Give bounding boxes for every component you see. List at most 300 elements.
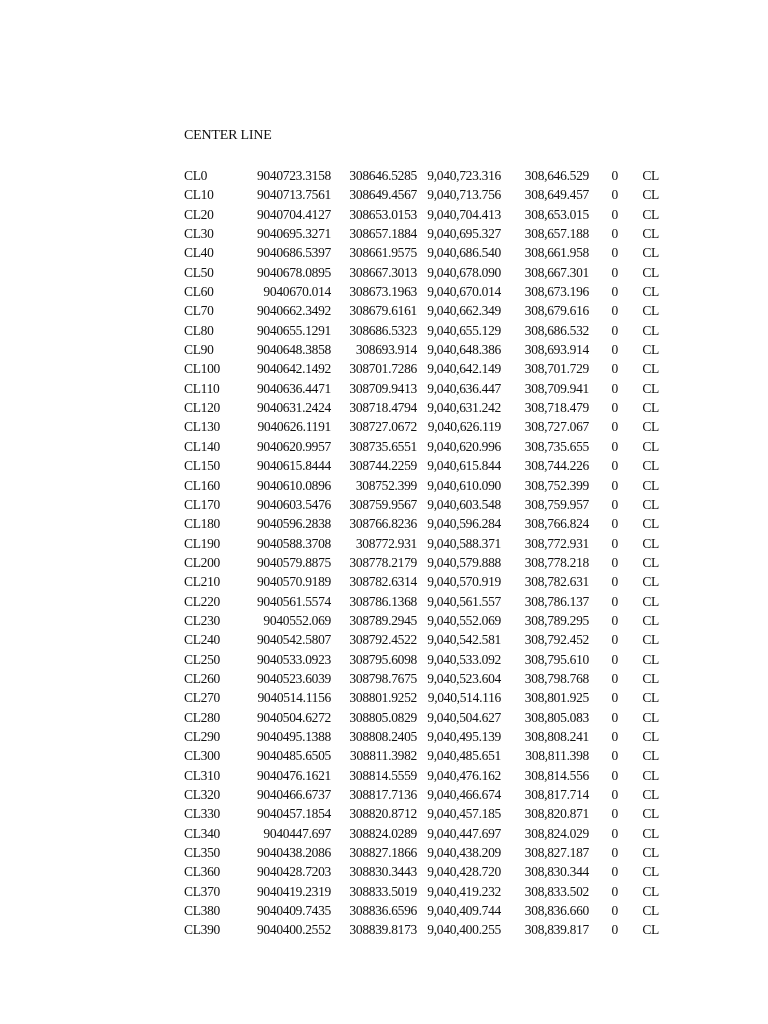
northing-formatted-cell: 9,040,678.090 — [427, 264, 501, 280]
point-id-cell: CL200 — [184, 554, 221, 570]
elevation-cell: 0 — [611, 438, 618, 454]
elevation-cell: 0 — [611, 361, 618, 377]
easting-formatted-cell: 308,811.398 — [525, 748, 589, 764]
elevation-cell: 0 — [611, 748, 618, 764]
table-row — [184, 437, 659, 456]
easting-raw-cell: 308820.8712 — [349, 806, 417, 822]
code-cell: CL — [642, 419, 659, 435]
northing-raw-cell: 9040457.1854 — [256, 806, 331, 822]
northing-formatted-cell: 9,040,447.697 — [427, 825, 501, 841]
point-id-cell: CL20 — [184, 206, 214, 222]
table-row — [184, 882, 659, 901]
northing-raw-cell: 9040648.3858 — [256, 342, 331, 358]
table-row — [184, 282, 659, 301]
easting-raw-cell: 308701.7286 — [349, 361, 417, 377]
elevation-cell: 0 — [611, 593, 618, 609]
northing-raw-cell: 9040670.014 — [263, 284, 331, 300]
point-id-cell: CL300 — [184, 748, 221, 764]
table-row — [184, 611, 659, 630]
northing-formatted-cell: 9,040,495.139 — [427, 728, 501, 744]
code-cell: CL — [642, 554, 659, 570]
northing-formatted-cell: 9,040,542.581 — [427, 632, 501, 648]
northing-formatted-cell: 9,040,704.413 — [427, 206, 501, 222]
code-cell: CL — [642, 458, 659, 474]
easting-raw-cell: 308693.914 — [355, 342, 417, 358]
easting-formatted-cell: 308,718.479 — [524, 400, 589, 416]
northing-raw-cell: 9040636.4471 — [256, 380, 331, 396]
easting-raw-cell: 308735.6551 — [349, 438, 417, 454]
easting-formatted-cell: 308,778.218 — [524, 554, 589, 570]
northing-raw-cell: 9040695.3271 — [256, 226, 331, 242]
table-row — [184, 785, 659, 804]
northing-raw-cell: 9040485.6505 — [256, 748, 331, 764]
northing-formatted-cell: 9,040,655.129 — [427, 322, 501, 338]
easting-formatted-cell: 308,673.196 — [524, 284, 589, 300]
elevation-cell: 0 — [611, 245, 618, 261]
elevation-cell: 0 — [611, 922, 618, 938]
table-row — [184, 824, 659, 843]
code-cell: CL — [642, 303, 659, 319]
easting-formatted-cell: 308,727.067 — [524, 419, 589, 435]
northing-formatted-cell: 9,040,670.014 — [427, 284, 501, 300]
easting-raw-cell: 308653.0153 — [349, 206, 417, 222]
northing-formatted-cell: 9,040,695.327 — [427, 226, 501, 242]
easting-raw-cell: 308798.7675 — [349, 670, 417, 686]
table-row — [184, 456, 659, 475]
point-id-cell: CL210 — [184, 574, 221, 590]
code-cell: CL — [642, 438, 659, 454]
easting-raw-cell: 308789.2945 — [349, 612, 417, 628]
point-id-cell: CL120 — [184, 400, 221, 416]
elevation-cell: 0 — [611, 206, 618, 222]
easting-formatted-cell: 308,772.931 — [524, 535, 589, 551]
easting-formatted-cell: 308,801.925 — [524, 690, 589, 706]
northing-formatted-cell: 9,040,615.844 — [427, 458, 501, 474]
table-row — [184, 688, 659, 707]
easting-formatted-cell: 308,805.083 — [524, 709, 589, 725]
easting-raw-cell: 308817.7136 — [349, 787, 417, 802]
point-id-cell: CL180 — [184, 516, 221, 532]
northing-raw-cell: 9040662.3492 — [256, 303, 331, 319]
northing-raw-cell: 9040514.1156 — [257, 690, 331, 706]
code-cell: CL — [642, 168, 659, 183]
northing-raw-cell: 9040678.0895 — [256, 264, 331, 280]
northing-formatted-cell: 9,040,438.209 — [427, 845, 501, 861]
point-id-cell: CL60 — [184, 284, 214, 300]
elevation-cell: 0 — [611, 342, 618, 358]
elevation-cell: 0 — [611, 651, 618, 667]
northing-raw-cell: 9040438.2086 — [256, 845, 331, 861]
northing-raw-cell: 9040523.6039 — [256, 670, 331, 686]
northing-formatted-cell: 9,040,428.720 — [427, 864, 501, 880]
northing-raw-cell: 9040542.5807 — [256, 632, 331, 648]
easting-formatted-cell: 308,786.137 — [524, 593, 589, 609]
easting-raw-cell: 308679.6161 — [349, 303, 417, 319]
easting-raw-cell: 308814.5559 — [349, 767, 417, 783]
easting-formatted-cell: 308,661.958 — [524, 245, 589, 261]
northing-raw-cell: 9040476.1621 — [256, 767, 331, 783]
point-id-cell: CL240 — [184, 632, 221, 648]
northing-formatted-cell: 9,040,620.996 — [427, 438, 501, 454]
table-row — [184, 398, 659, 417]
table-row — [184, 804, 659, 823]
table-row — [184, 514, 659, 533]
northing-raw-cell: 9040400.2552 — [256, 922, 331, 938]
point-id-cell: CL270 — [184, 690, 221, 706]
easting-formatted-cell: 308,792.452 — [524, 632, 589, 648]
code-cell: CL — [642, 477, 659, 493]
point-id-cell: CL80 — [184, 322, 214, 338]
elevation-cell: 0 — [611, 728, 618, 744]
point-id-cell: CL140 — [184, 438, 221, 454]
easting-formatted-cell: 308,830.344 — [524, 864, 589, 880]
northing-raw-cell: 9040552.069 — [263, 612, 331, 628]
easting-formatted-cell: 308,657.188 — [524, 226, 589, 242]
elevation-cell: 0 — [611, 400, 618, 416]
easting-raw-cell: 308752.399 — [355, 477, 417, 493]
easting-raw-cell: 308686.5323 — [349, 322, 417, 338]
code-cell: CL — [642, 380, 659, 396]
table-row — [184, 727, 659, 746]
northing-formatted-cell: 9,040,533.092 — [427, 651, 501, 667]
easting-formatted-cell: 308,817.714 — [524, 787, 589, 802]
northing-formatted-cell: 9,040,596.284 — [427, 516, 501, 532]
northing-formatted-cell: 9,040,476.162 — [427, 767, 501, 783]
elevation-cell: 0 — [611, 864, 618, 880]
elevation-cell: 0 — [611, 226, 618, 242]
code-cell: CL — [642, 245, 659, 261]
northing-raw-cell: 9040570.9189 — [256, 574, 331, 590]
point-id-cell: CL90 — [184, 342, 214, 358]
code-cell: CL — [642, 728, 659, 744]
easting-raw-cell: 308661.9575 — [349, 245, 417, 261]
easting-raw-cell: 308709.9413 — [349, 380, 417, 396]
code-cell: CL — [642, 767, 659, 783]
easting-formatted-cell: 308,693.914 — [524, 342, 589, 358]
code-cell: CL — [642, 496, 659, 512]
northing-raw-cell: 9040723.3158 — [256, 168, 331, 183]
northing-formatted-cell: 9,040,514.116 — [427, 690, 501, 706]
northing-formatted-cell: 9,040,419.232 — [427, 883, 501, 899]
code-cell: CL — [642, 400, 659, 416]
table-row — [184, 630, 659, 649]
point-id-cell: CL230 — [184, 612, 221, 628]
code-cell: CL — [642, 825, 659, 841]
code-cell: CL — [642, 883, 659, 899]
northing-raw-cell: 9040713.7561 — [256, 187, 331, 203]
northing-formatted-cell: 9,040,631.242 — [427, 400, 501, 416]
elevation-cell: 0 — [611, 477, 618, 493]
table-row — [184, 746, 659, 765]
easting-raw-cell: 308759.9567 — [349, 496, 417, 512]
easting-formatted-cell: 308,667.301 — [524, 264, 589, 280]
point-id-cell: CL50 — [184, 264, 214, 280]
table-row — [184, 766, 659, 785]
easting-formatted-cell: 308,814.556 — [524, 767, 589, 783]
northing-raw-cell: 9040603.5476 — [256, 496, 331, 512]
northing-formatted-cell: 9,040,552.069 — [427, 612, 501, 628]
elevation-cell: 0 — [611, 458, 618, 474]
point-id-cell: CL110 — [184, 380, 220, 396]
code-cell: CL — [642, 651, 659, 667]
point-id-cell: CL220 — [184, 593, 221, 609]
northing-raw-cell: 9040610.0896 — [256, 477, 331, 493]
table-row — [184, 185, 659, 204]
code-cell: CL — [642, 284, 659, 300]
easting-formatted-cell: 308,653.015 — [524, 206, 589, 222]
easting-formatted-cell: 308,839.817 — [524, 922, 589, 938]
coordinate-table-body — [184, 166, 659, 940]
table-row — [184, 650, 659, 669]
easting-raw-cell: 308744.2259 — [349, 458, 417, 474]
northing-formatted-cell: 9,040,603.548 — [427, 496, 501, 512]
point-id-cell: CL310 — [184, 767, 221, 783]
code-cell: CL — [642, 361, 659, 377]
northing-raw-cell: 9040561.5574 — [256, 593, 331, 609]
easting-raw-cell: 308766.8236 — [349, 516, 417, 532]
elevation-cell: 0 — [611, 516, 618, 532]
northing-raw-cell: 9040686.5397 — [256, 245, 331, 261]
northing-raw-cell: 9040504.6272 — [256, 709, 331, 725]
easting-raw-cell: 308782.6314 — [349, 574, 417, 590]
easting-formatted-cell: 308,820.871 — [524, 806, 589, 822]
point-id-cell: CL100 — [184, 361, 221, 377]
code-cell: CL — [642, 806, 659, 822]
northing-formatted-cell: 9,040,504.627 — [427, 709, 501, 725]
northing-raw-cell: 9040419.2319 — [256, 883, 331, 899]
point-id-cell: CL250 — [184, 651, 221, 667]
table-row — [184, 166, 659, 185]
point-id-cell: CL160 — [184, 477, 221, 493]
elevation-cell: 0 — [611, 303, 618, 319]
northing-formatted-cell: 9,040,588.371 — [427, 535, 501, 551]
easting-raw-cell: 308827.1866 — [349, 845, 417, 861]
point-id-cell: CL130 — [184, 419, 221, 435]
northing-formatted-cell: 9,040,642.149 — [427, 361, 501, 377]
easting-raw-cell: 308646.5285 — [349, 168, 417, 183]
easting-formatted-cell: 308,833.502 — [524, 883, 589, 899]
easting-formatted-cell: 308,735.655 — [524, 438, 589, 454]
easting-formatted-cell: 308,649.457 — [524, 187, 589, 203]
elevation-cell: 0 — [611, 496, 618, 512]
easting-raw-cell: 308786.1368 — [349, 593, 417, 609]
northing-formatted-cell: 9,040,400.255 — [427, 922, 501, 938]
northing-raw-cell: 9040428.7203 — [256, 864, 331, 880]
point-id-cell: CL370 — [184, 883, 221, 899]
easting-raw-cell: 308778.2179 — [349, 554, 417, 570]
easting-formatted-cell: 308,827.187 — [524, 845, 589, 861]
easting-raw-cell: 308824.0289 — [349, 825, 417, 841]
northing-raw-cell: 9040631.2424 — [256, 400, 331, 416]
point-id-cell: CL330 — [184, 806, 221, 822]
table-row — [184, 669, 659, 688]
table-row — [184, 495, 659, 514]
code-cell: CL — [642, 226, 659, 242]
point-id-cell: CL150 — [184, 458, 221, 474]
easting-raw-cell: 308649.4567 — [349, 187, 417, 203]
table-row — [184, 476, 659, 495]
table-row — [184, 224, 659, 243]
elevation-cell: 0 — [611, 806, 618, 822]
elevation-cell: 0 — [611, 612, 618, 628]
coordinate-table — [184, 166, 659, 940]
table-row — [184, 901, 659, 920]
easting-raw-cell: 308830.3443 — [349, 864, 417, 880]
easting-raw-cell: 308839.8173 — [349, 922, 417, 938]
northing-raw-cell: 9040596.2838 — [256, 516, 331, 532]
northing-raw-cell: 9040588.3708 — [256, 535, 331, 551]
easting-formatted-cell: 308,686.532 — [524, 322, 589, 338]
easting-raw-cell: 308805.0829 — [349, 709, 417, 725]
point-id-cell: CL40 — [184, 245, 214, 261]
northing-raw-cell: 9040579.8875 — [256, 554, 331, 570]
code-cell: CL — [642, 632, 659, 648]
easting-formatted-cell: 308,679.616 — [524, 303, 589, 319]
table-row — [184, 534, 659, 553]
northing-formatted-cell: 9,040,466.674 — [427, 787, 501, 802]
easting-formatted-cell: 308,824.029 — [524, 825, 589, 841]
northing-raw-cell: 9040620.9957 — [256, 438, 331, 454]
elevation-cell: 0 — [611, 168, 618, 183]
table-row — [184, 862, 659, 881]
northing-formatted-cell: 9,040,648.386 — [427, 342, 501, 358]
code-cell: CL — [642, 670, 659, 686]
table-row — [184, 243, 659, 262]
point-id-cell: CL320 — [184, 787, 221, 802]
easting-raw-cell: 308801.9252 — [349, 690, 417, 706]
easting-raw-cell: 308667.3013 — [349, 264, 417, 280]
easting-formatted-cell: 308,795.610 — [524, 651, 589, 667]
point-id-cell: CL340 — [184, 825, 221, 841]
elevation-cell: 0 — [611, 845, 618, 861]
northing-raw-cell: 9040409.7435 — [256, 903, 331, 919]
code-cell: CL — [642, 264, 659, 280]
northing-formatted-cell: 9,040,610.090 — [427, 477, 501, 493]
elevation-cell: 0 — [611, 670, 618, 686]
table-row — [184, 205, 659, 224]
easting-formatted-cell: 308,798.768 — [524, 670, 589, 686]
page-title: CENTER LINE — [184, 128, 272, 143]
point-id-cell: CL190 — [184, 535, 221, 551]
table-row — [184, 553, 659, 572]
northing-raw-cell: 9040466.6737 — [256, 787, 331, 802]
northing-raw-cell: 9040533.0923 — [256, 651, 331, 667]
elevation-cell: 0 — [611, 632, 618, 648]
northing-raw-cell: 9040626.1191 — [257, 419, 331, 435]
table-row — [184, 708, 659, 727]
northing-raw-cell: 9040447.697 — [263, 825, 331, 841]
point-id-cell: CL70 — [184, 303, 214, 319]
easting-formatted-cell: 308,709.941 — [524, 380, 589, 396]
table-row — [184, 417, 659, 436]
elevation-cell: 0 — [611, 903, 618, 919]
code-cell: CL — [642, 748, 659, 764]
elevation-cell: 0 — [611, 574, 618, 590]
easting-raw-cell: 308727.0672 — [349, 419, 417, 435]
elevation-cell: 0 — [611, 709, 618, 725]
point-id-cell: CL290 — [184, 728, 221, 744]
code-cell: CL — [642, 709, 659, 725]
code-cell: CL — [642, 535, 659, 551]
code-cell: CL — [642, 187, 659, 203]
code-cell: CL — [642, 787, 659, 802]
point-id-cell: CL380 — [184, 903, 221, 919]
code-cell: CL — [642, 612, 659, 628]
table-row — [184, 340, 659, 359]
point-id-cell: CL10 — [184, 187, 214, 203]
elevation-cell: 0 — [611, 419, 618, 435]
code-cell: CL — [642, 593, 659, 609]
table-row — [184, 263, 659, 282]
easting-formatted-cell: 308,836.660 — [524, 903, 589, 919]
elevation-cell: 0 — [611, 264, 618, 280]
easting-formatted-cell: 308,701.729 — [524, 361, 589, 377]
table-row — [184, 572, 659, 591]
easting-raw-cell: 308833.5019 — [349, 883, 417, 899]
code-cell: CL — [642, 922, 659, 938]
easting-formatted-cell: 308,808.241 — [524, 728, 589, 744]
point-id-cell: CL0 — [184, 168, 208, 183]
northing-formatted-cell: 9,040,723.316 — [427, 168, 501, 183]
northing-formatted-cell: 9,040,409.744 — [427, 903, 501, 919]
northing-formatted-cell: 9,040,485.651 — [427, 748, 501, 764]
easting-formatted-cell: 308,782.631 — [524, 574, 589, 590]
point-id-cell: CL390 — [184, 922, 221, 938]
easting-raw-cell: 308673.1963 — [349, 284, 417, 300]
elevation-cell: 0 — [611, 554, 618, 570]
code-cell: CL — [642, 322, 659, 338]
table-row — [184, 592, 659, 611]
elevation-cell: 0 — [611, 883, 618, 899]
easting-formatted-cell: 308,744.226 — [524, 458, 589, 474]
table-row — [184, 920, 659, 939]
easting-formatted-cell: 308,766.824 — [524, 516, 589, 532]
point-id-cell: CL360 — [184, 864, 221, 880]
point-id-cell: CL350 — [184, 845, 221, 861]
northing-raw-cell: 9040642.1492 — [256, 361, 331, 377]
code-cell: CL — [642, 342, 659, 358]
table-row — [184, 321, 659, 340]
table-row — [184, 379, 659, 398]
easting-raw-cell: 308811.3982 — [349, 748, 417, 764]
easting-raw-cell: 308795.6098 — [349, 651, 417, 667]
easting-formatted-cell: 308,646.529 — [524, 168, 589, 183]
easting-raw-cell: 308792.4522 — [349, 632, 417, 648]
northing-raw-cell: 9040495.1388 — [256, 728, 331, 744]
point-id-cell: CL260 — [184, 670, 221, 686]
northing-formatted-cell: 9,040,626.119 — [427, 419, 501, 435]
northing-formatted-cell: 9,040,662.349 — [427, 303, 501, 319]
elevation-cell: 0 — [611, 787, 618, 802]
code-cell: CL — [642, 574, 659, 590]
northing-formatted-cell: 9,040,457.185 — [427, 806, 501, 822]
point-id-cell: CL280 — [184, 709, 221, 725]
northing-raw-cell: 9040704.4127 — [256, 206, 331, 222]
northing-formatted-cell: 9,040,523.604 — [427, 670, 501, 686]
code-cell: CL — [642, 864, 659, 880]
elevation-cell: 0 — [611, 284, 618, 300]
northing-formatted-cell: 9,040,686.540 — [427, 245, 501, 261]
table-row — [184, 359, 659, 378]
elevation-cell: 0 — [611, 690, 618, 706]
elevation-cell: 0 — [611, 825, 618, 841]
northing-formatted-cell: 9,040,570.919 — [427, 574, 501, 590]
northing-raw-cell: 9040655.1291 — [256, 322, 331, 338]
easting-raw-cell: 308808.2405 — [349, 728, 417, 744]
easting-raw-cell: 308657.1884 — [349, 226, 417, 242]
northing-formatted-cell: 9,040,636.447 — [427, 380, 501, 396]
code-cell: CL — [642, 206, 659, 222]
